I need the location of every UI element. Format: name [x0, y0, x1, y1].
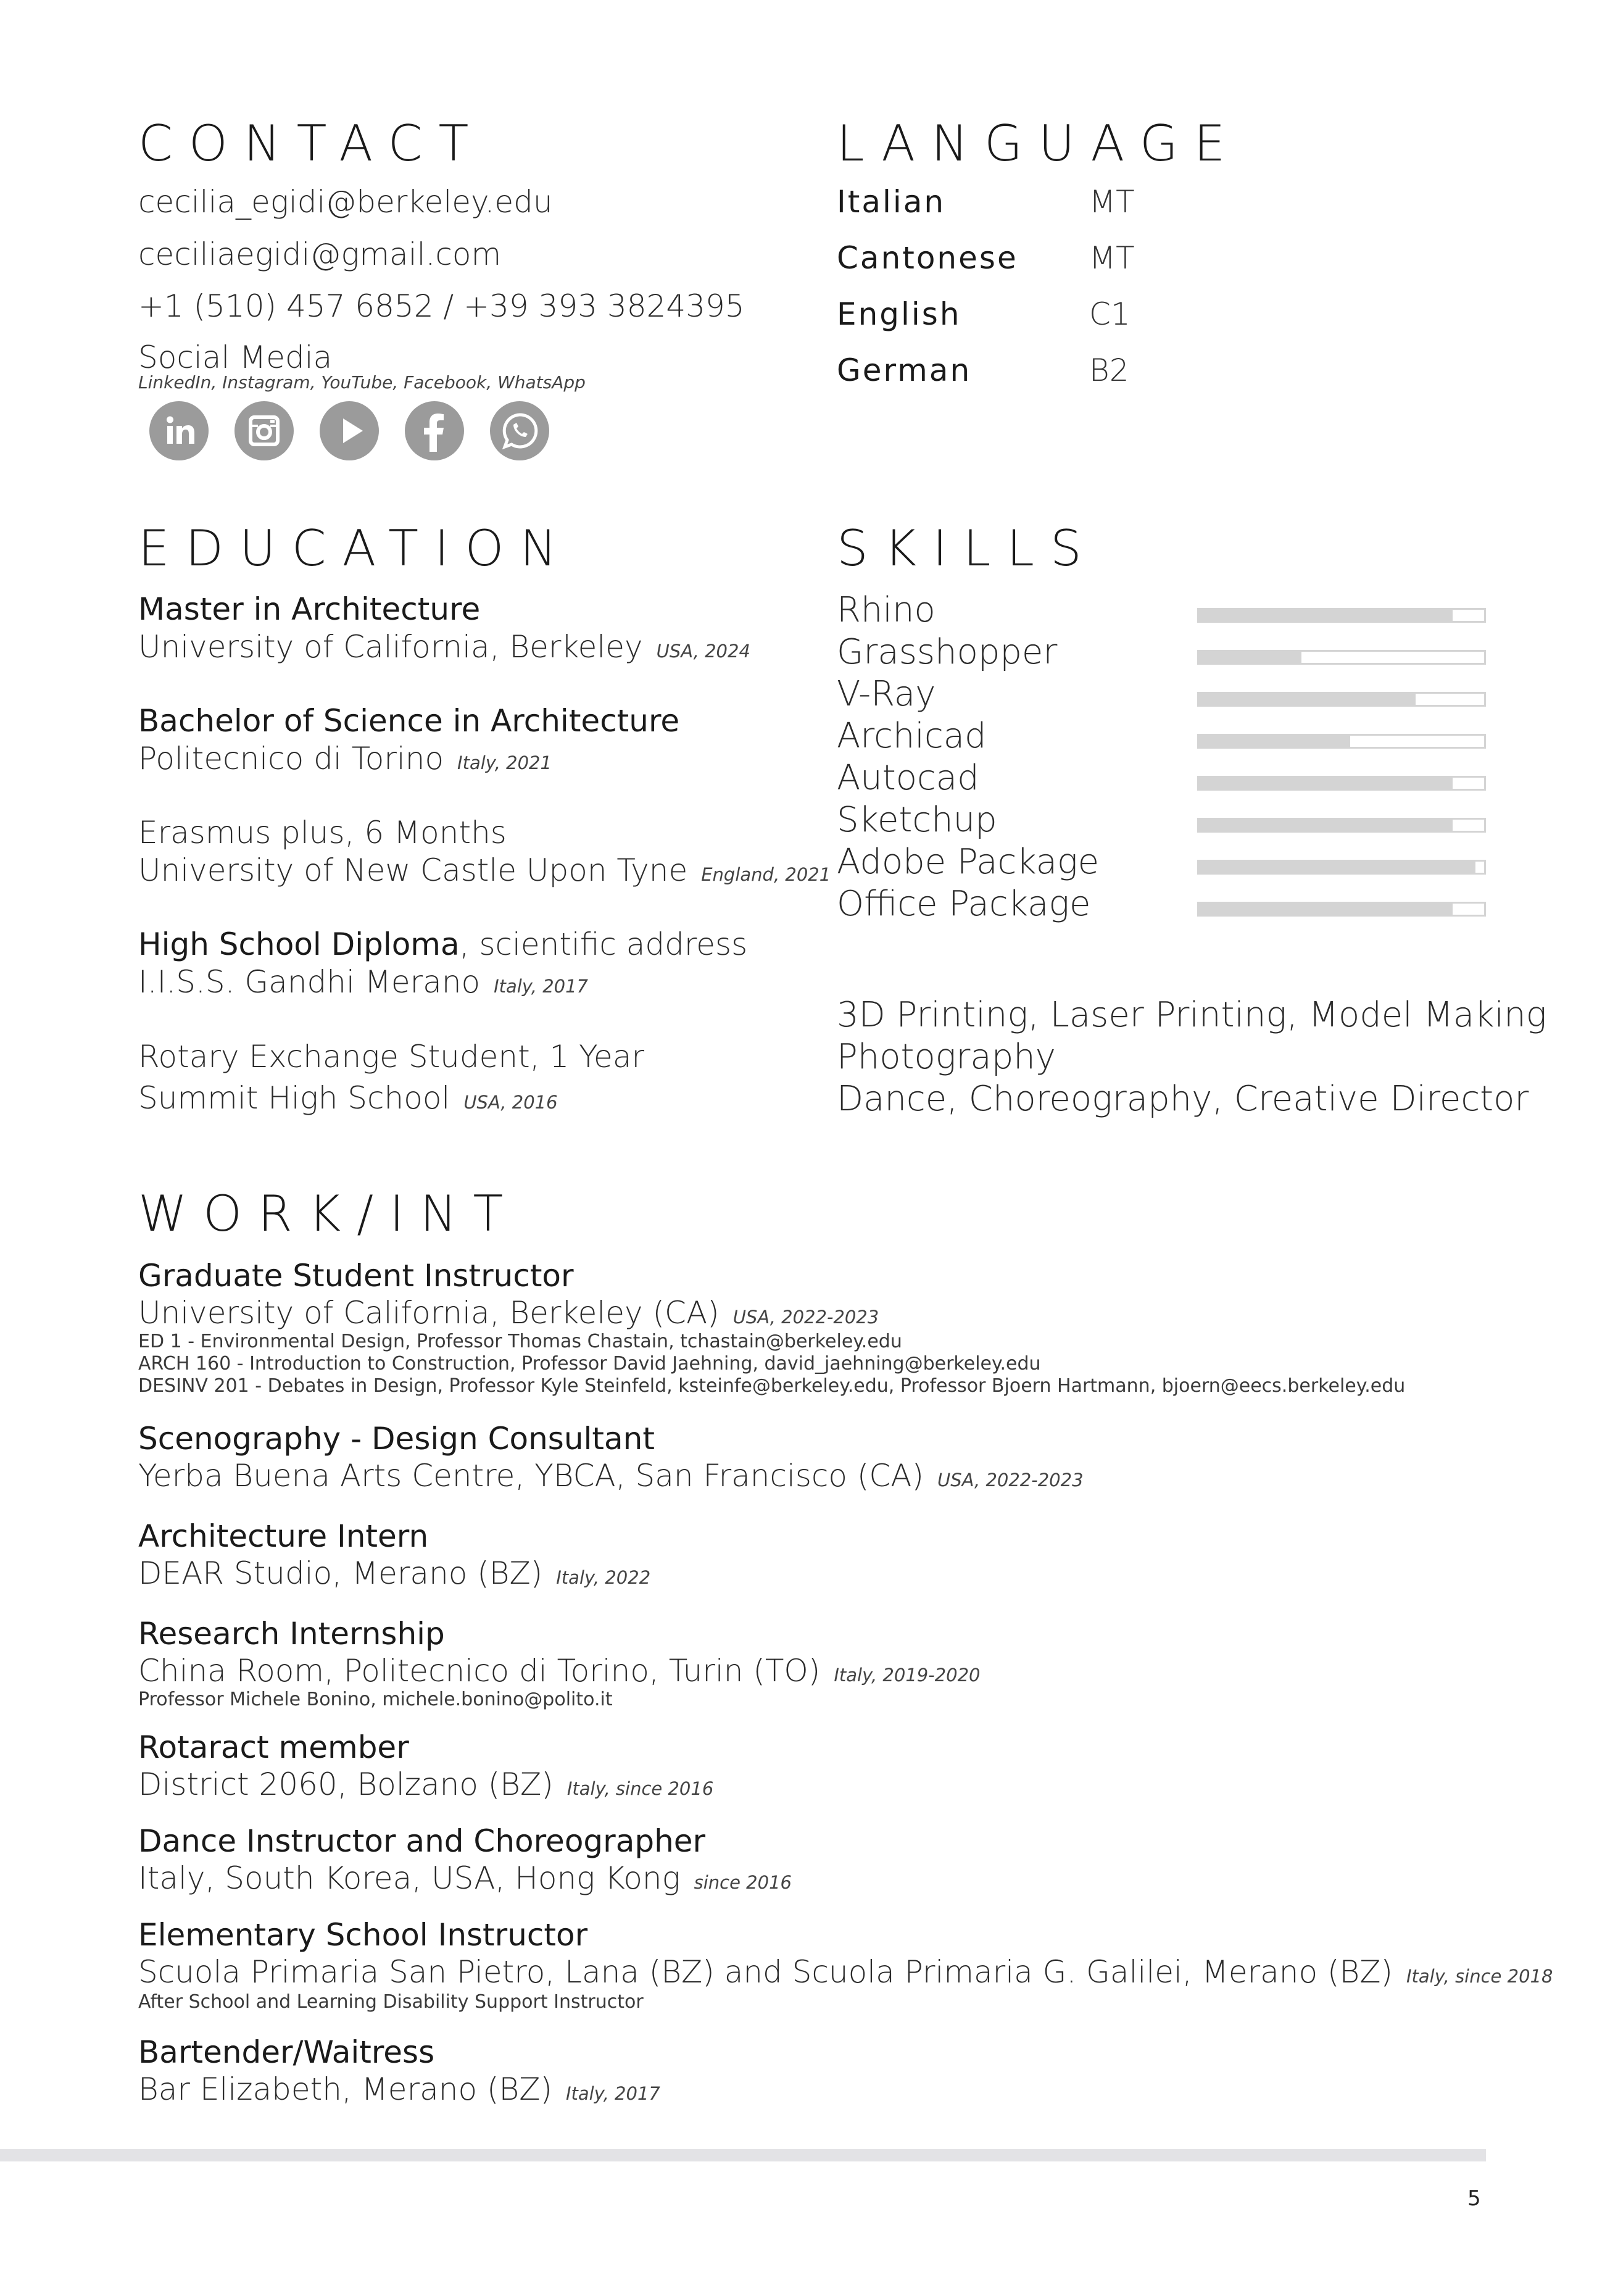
work-role: Architecture Intern: [138, 1518, 429, 1554]
skill-name: Rhino: [837, 590, 936, 630]
language-name: Italian: [837, 184, 946, 220]
social-media-list: LinkedIn, Instagram, YouTube, Facebook, WhatsApp: [138, 372, 586, 393]
work-org: Scuola Primaria San Pietro, Lana (BZ) and Scuola Primaria G. Galilei, Merano (BZ) Italy, since 2018: [138, 1954, 1553, 1990]
skill-bar: [1197, 608, 1486, 623]
education-school: Summit High School USA, 2016: [138, 1080, 558, 1116]
language-level: C1: [1089, 296, 1131, 332]
skill-name: Adobe Package: [837, 842, 1100, 882]
language-name: Cantonese: [837, 240, 1018, 276]
instagram-icon[interactable]: [234, 401, 294, 460]
work-note: ED 1 - Environmental Design, Professor Thomas Chastain, tchastain@berkeley.edu: [138, 1331, 902, 1352]
youtube-icon[interactable]: [320, 401, 379, 460]
work-title: WORK/INT: [138, 1185, 520, 1242]
skill-bar: [1197, 776, 1486, 791]
skill-bar: [1197, 650, 1486, 665]
skill-name: Autocad: [837, 758, 979, 798]
language-level: MT: [1089, 184, 1135, 220]
work-role: Scenography - Design Consultant: [138, 1421, 655, 1457]
contact-email-1[interactable]: cecilia_egidi@berkeley.edu: [138, 184, 553, 220]
work-org: Yerba Buena Arts Centre, YBCA, San Francisco (CA) USA, 2022-2023: [138, 1458, 1084, 1494]
skill-bar: [1197, 692, 1486, 707]
work-role: Dance Instructor and Choreographer: [138, 1823, 706, 1859]
page-number: 5: [1467, 2186, 1481, 2211]
work-role: Elementary School Instructor: [138, 1917, 588, 1953]
social-media-label: Social Media: [138, 339, 333, 375]
other-skills-line: Photography: [837, 1037, 1056, 1077]
skill-bar: [1197, 734, 1486, 749]
work-org: Italy, South Korea, USA, Hong Kong since 2016: [138, 1860, 792, 1896]
linkedin-icon[interactable]: [149, 401, 209, 460]
work-role: Graduate Student Instructor: [138, 1258, 574, 1294]
work-note: After School and Learning Disability Support Instructor: [138, 1991, 644, 2013]
work-org: China Room, Politecnico di Torino, Turin (TO) Italy, 2019-2020: [138, 1653, 981, 1689]
contact-title: CONTACT: [138, 115, 485, 172]
education-title: EDUCATION: [138, 520, 573, 577]
education-degree: Rotary Exchange Student, 1 Year: [138, 1039, 645, 1075]
facebook-icon[interactable]: [405, 401, 464, 460]
language-level: B2: [1089, 352, 1129, 388]
education-degree: High School Diploma, scientific address: [138, 926, 748, 962]
skill-name: Grasshopper: [837, 632, 1058, 672]
work-role: Research Internship: [138, 1616, 445, 1652]
language-level: MT: [1089, 240, 1135, 276]
work-note: ARCH 160 - Introduction to Construction, Professor David Jaehning, david_jaehning@berkeley.edu: [138, 1353, 1041, 1375]
skill-name: V-Ray: [837, 674, 936, 714]
language-name: German: [837, 352, 972, 388]
education-school: Politecnico di Torino Italy, 2021: [138, 741, 552, 776]
education-degree: Bachelor of Science in Architecture: [138, 703, 680, 739]
work-note: DESINV 201 - Debates in Design, Professor Kyle Steinfeld, ksteinfe@berkeley.edu, Professor Bjoern Hartmann, bjoern@eecs.berkeley.edu: [138, 1375, 1406, 1397]
work-org: District 2060, Bolzano (BZ) Italy, since 2016: [138, 1766, 714, 1802]
contact-email-2[interactable]: ceciliaegidi@gmail.com: [138, 236, 502, 272]
language-name: English: [837, 296, 961, 332]
skill-name: Office Package: [837, 884, 1091, 924]
education-degree: Erasmus plus, 6 Months: [138, 815, 507, 851]
language-title: LANGUAGE: [837, 115, 1242, 172]
skill-name: Archicad: [837, 716, 987, 756]
other-skills-line: Dance, Choreography, Creative Director: [837, 1079, 1529, 1119]
work-note: Professor Michele Bonino, michele.bonino@polito.it: [138, 1689, 613, 1710]
work-role: Rotaract member: [138, 1729, 409, 1765]
skill-name: Sketchup: [837, 800, 997, 840]
education-school: I.I.S.S. Gandhi Merano Italy, 2017: [138, 964, 589, 1000]
work-org: University of California, Berkeley (CA) USA, 2022-2023: [138, 1295, 879, 1331]
contact-phone: +1 (510) 457 6852 / +39 393 3824395: [138, 288, 745, 324]
work-org: DEAR Studio, Merano (BZ) Italy, 2022: [138, 1555, 651, 1591]
education-school: University of California, Berkeley USA, 2024: [138, 629, 750, 665]
skill-bar: [1197, 818, 1486, 833]
whatsapp-icon[interactable]: [490, 401, 549, 460]
other-skills-line: 3D Printing, Laser Printing, Model Making: [837, 995, 1547, 1035]
footer-divider: [0, 2149, 1486, 2161]
skill-bar: [1197, 860, 1486, 875]
education-school: University of New Castle Upon Tyne England, 2021: [138, 852, 831, 888]
education-degree: Master in Architecture: [138, 591, 481, 627]
work-role: Bartender/Waitress: [138, 2034, 435, 2070]
skills-title: SKILLS: [837, 520, 1098, 577]
skill-bar: [1197, 902, 1486, 917]
work-org: Bar Elizabeth, Merano (BZ) Italy, 2017: [138, 2071, 660, 2107]
